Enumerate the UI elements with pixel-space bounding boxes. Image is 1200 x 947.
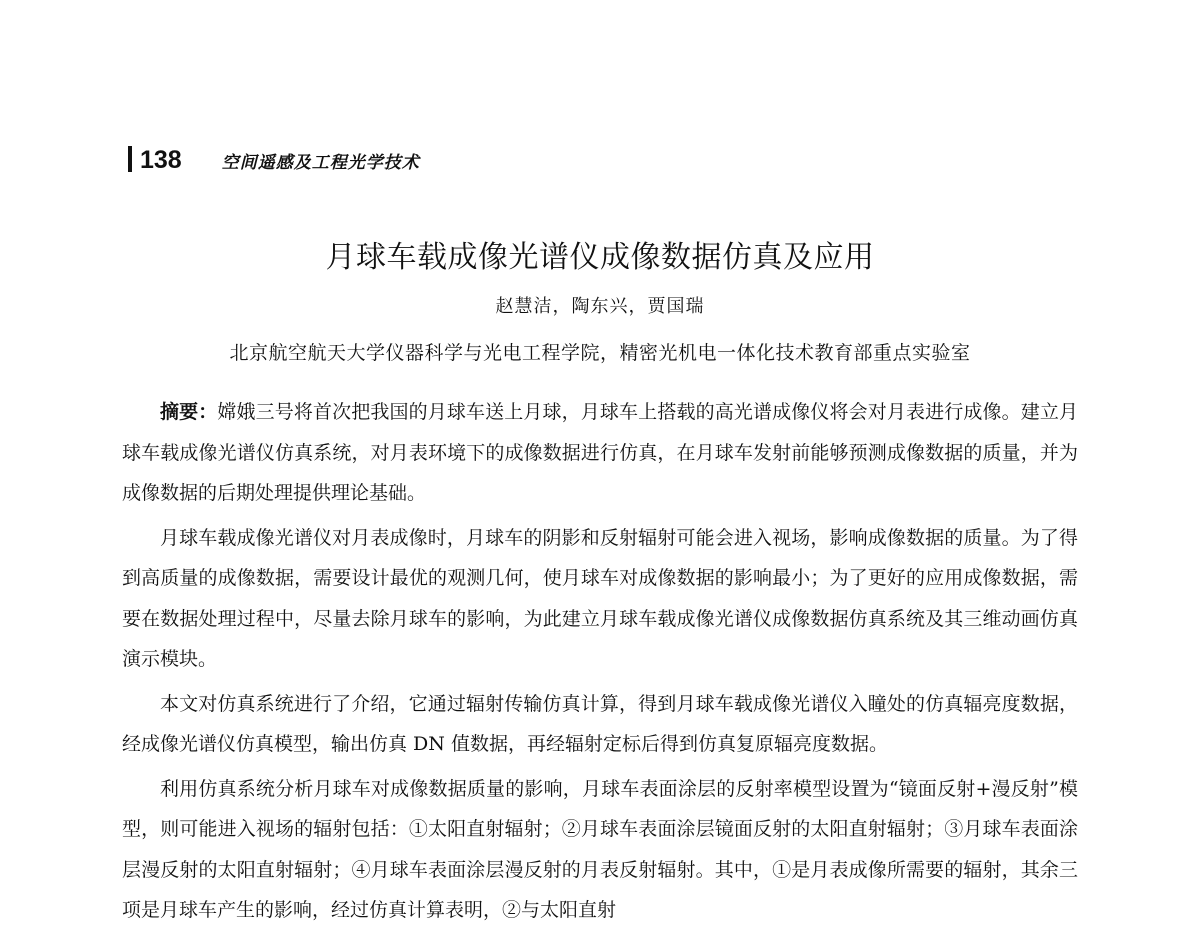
- body-paragraph-2: 本文对仿真系统进行了介绍，它通过辐射传输仿真计算，得到月球车载成像光谱仪入瞳处的仿真辐亮度数据，经成像光谱仪仿真模型，输出仿真 DN 值数据，再经辐射定标后得到仿真复原辐亮度数据。: [122, 692, 1078, 755]
- running-header: [128, 142, 420, 175]
- body-text: [122, 392, 1078, 935]
- page-number: 138: [140, 146, 182, 174]
- body-paragraph-3: 利用仿真系统分析月球车对成像数据质量的影响，月球车表面涂层的反射率模型设置为“镜面反射+漫反射”模型，则可能进入视场的辐射包括：①太阳直射辐射；②月球车表面涂层镜面反射的太阳直射辐射；③月球车表面涂层漫反射的太阳直射辐射；④月球车表面涂层漫反射的月表反射辐射。其中，①是月表成像所需要的辐射，其余三项是月球车产生的影响，经过仿真计算表明，②与太阳直射: [122, 777, 1078, 921]
- abstract-text: 嫦娥三号将首次把我国的月球车送上月球，月球车上搭载的高光谱成像仪将会对月表进行成像。建立月球车载成像光谱仪仿真系统，对月表环境下的成像数据进行仿真，在月球车发射前能够预测成像数据的质量，并为成像数据的后期处理提供理论基础。: [122, 401, 1078, 504]
- header-bar: [128, 146, 132, 172]
- affiliation: 北京航空航天大学仪器科学与光电工程学院，精密光机电一体化技术教育部重点实验室: [229, 342, 971, 364]
- abstract-paragraph: [122, 392, 1078, 514]
- body-paragraph-1: 月球车载成像光谱仪对月表成像时，月球车的阴影和反射辐射可能会进入视场，影响成像数据的质量。为了得到高质量的成像数据，需要设计最优的观测几何，使月球车对成像数据的影响最小；为了更好的应用成像数据，需要在数据处理过程中，尽量去除月球车的影响，为此建立月球车载成像光谱仪成像数据仿真系统及其三维动画仿真演示模块。: [122, 526, 1078, 670]
- authors: 赵慧洁，陶东兴，贾国瑞: [495, 296, 705, 317]
- abstract-label: 摘要：: [160, 401, 218, 423]
- paper-title: 月球车载成像光谱仪成像数据仿真及应用: [325, 240, 875, 275]
- journal-name: 空间遥感及工程光学技术: [221, 153, 420, 173]
